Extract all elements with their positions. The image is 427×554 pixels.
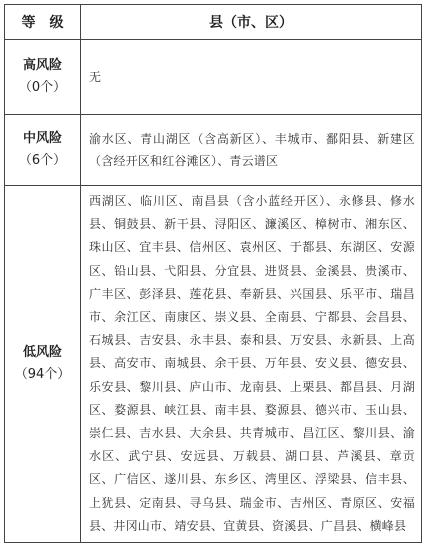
level-label: 低风险 <box>22 345 62 361</box>
level-cell <box>5 40 81 115</box>
table-row-mid-risk <box>5 115 422 186</box>
level-label: 高风险 <box>22 58 62 73</box>
header-level: 等 级 <box>5 5 81 40</box>
header-areas: 县（市、区） <box>81 5 422 40</box>
level-count: （0个） <box>18 80 67 95</box>
areas-cell: 渝水区、青山湖区（含高新区）、丰城市、鄱阳县、新建区（含经开区和红谷滩区）、青云谱区 <box>81 115 422 186</box>
risk-level-table <box>4 4 422 543</box>
table-row-low-risk <box>5 186 422 543</box>
level-count: （6个） <box>18 153 67 168</box>
level-cell <box>5 115 81 186</box>
level-label: 中风险 <box>22 131 62 146</box>
table-row-high-risk <box>5 40 422 115</box>
areas-cell: 西湖区、临川区、南昌县（含小蓝经开区）、永修县、修水县、铜鼓县、新干县、浔阳区、濂溪区、樟树市、湘东区、珠山区、宜丰县、信州区、袁州区、于都县、东湖区、安源区、铅山县、弋阳县、分宜县、进贤县、金溪县、贵溪市、广丰区、彭泽县、莲花县、奉新县、兴国县、乐平市、瑞昌市、余江区、南康区、崇义县、全南县、宁都县、会昌县、石城县、吉安县、永丰县、泰和县、万安县、永新县、上高县、高安市、南城县、余干县、万年县、安义县、德安县、乐安县、黎川县、庐山市、龙南县、上栗县、都昌县、月湖区、婺源县、峡江县、南丰县、婺源县、德兴市、玉山县、崇仁县、吉水县、大余县、共青城市、昌江区、黎川县、渝水区、武宁县、安远县、万载县、湖口县、芦溪县、章贡区、广信区、遂川县、东乡区、湾里区、浮梁县、信丰县、上犹县、定南县、寻乌县、瑞金市、吉州区、青原区、安福县、井冈山市、靖安县、宜黄县、资溪县、广昌县、横峰县 <box>81 186 422 543</box>
table-header-row <box>5 5 422 40</box>
areas-cell: 无 <box>81 40 422 115</box>
level-cell <box>5 186 81 543</box>
level-count: （94个） <box>14 367 71 383</box>
